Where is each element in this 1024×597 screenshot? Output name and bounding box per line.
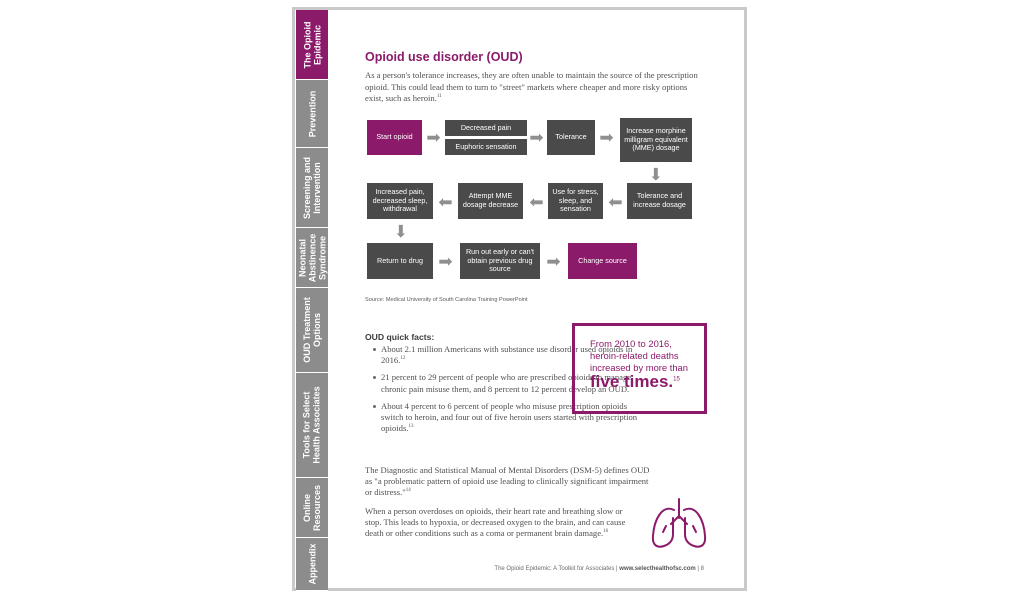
tab-neonatal-abstinence[interactable] [296,228,328,288]
arrow-right-icon: ➡ [426,128,441,147]
arrow-right-icon: ➡ [599,128,614,147]
tab-appendix[interactable] [296,538,328,591]
flow-tolerance-increase: Tolerance and increase dosage [627,183,692,219]
arrow-down-icon: ➡ [646,166,666,182]
tab-oud-treatment[interactable] [296,288,328,373]
list-item: About 4 percent to 6 percent of people who misuse prescription opioids switch to heroin, and four out of five heroin users started with prescription opioids.$^{13}$ [373,401,643,435]
list-item: 21 percent to 29 percent of people who are prescribed opioids to manage chronic pain misuse them, and 8 percent to 12 percent develop an OUD. [373,372,643,394]
flow-tolerance: Tolerance [547,120,595,155]
flow-decreased-pain: Decreased pain [445,120,527,136]
page-frame [292,7,747,591]
arrow-right-icon: ➡ [546,252,561,271]
list-item: About 2.1 million Americans with substance use disorder used opioids in 2016.12 [373,344,643,366]
lungs-icon [650,496,708,550]
page-footer: The Opioid Epidemic: A Toolkit for Associates | www.selecthealthofsc.com | 8 [494,566,704,572]
footer-url[interactable]: www.selecthealthofsc.com [619,566,696,572]
chart-source: Source: Medical University of South Carolina Training PowerPoint [365,297,528,303]
tab-prevention[interactable] [296,80,328,148]
tab-label: Appendix [307,543,318,585]
tab-label: Online Resources [302,484,322,531]
callout-emphasis: five times.$^{15}$ [590,372,680,392]
dsm-paragraph: The Diagnostic and Statistical Manual of Mental Disorders (DSM-5) defines OUD as "a problematic pattern of opioid use leading to clinically significant impairment or distress."$^{14}$ [365,465,650,498]
tab-label: Prevention [307,90,318,137]
flow-change-source: Change source [568,243,637,279]
tab-label: The Opioid Epidemic [302,21,322,68]
arrow-left-icon: ➡ [608,193,623,212]
page-title: Opioid use disorder (OUD) [365,50,523,64]
tab-online-resources[interactable] [296,478,328,538]
arrow-down-icon: ➡ [391,223,411,239]
flow-start-opioid: Start opioid [367,120,422,155]
callout-line: heroin-related deaths [590,349,679,361]
intro-paragraph: As a person's tolerance increases, they are often unable to maintain the source of the prescription opioid. This could lead them to turn to "street" markets where cheaper and more risky options exist, such as heroin.$^{11}$ [365,70,698,103]
flow-increased-pain: Increased pain, decreased sleep, withdrawal [367,183,433,219]
tab-label: Tools for Select Health Associates [302,386,323,464]
page-number: 8 [700,566,704,572]
tab-opioid-epidemic[interactable] [296,10,328,80]
flow-return-to-drug: Return to drug [367,243,433,279]
statistic-callout [572,323,707,414]
overdose-paragraph: When a person overdoses on opioids, their heart rate and breathing slow or stop. This leads to hypoxia, or decreased oxygen to the brain, and can cause death or other conditions such as a coma or permanent brain damage.$^{16}$ [365,506,626,539]
arrow-right-icon: ➡ [529,128,544,147]
section-tabs [295,10,329,588]
tab-label: OUD Treatment Options [302,297,323,363]
facts-heading: OUD quick facts: [365,332,435,342]
flow-use-for-stress: Use for stress, sleep, and sensation [548,183,603,219]
flow-attempt-mme-decrease: Attempt MME dosage decrease [458,183,523,219]
footer-toolkit: The Opioid Epidemic: A Toolkit for Associates [494,566,615,572]
tab-label: Screening and Intervention [302,156,323,219]
flow-increase-mme: Increase morphine milligram equivalent (MME) dosage [620,118,692,162]
tab-tools-associates[interactable] [296,373,328,478]
arrow-left-icon: ➡ [438,193,453,212]
arrow-right-icon: ➡ [438,252,453,271]
flow-run-out-early: Run out early or can't obtain previous drug source [460,243,540,279]
callout-line: increased by more than [590,361,688,373]
page-content [365,10,744,588]
arrow-left-icon: ➡ [529,193,544,212]
tab-label: Neonatal Abstinence Syndrome [297,233,328,282]
flow-euphoric-sensation: Euphoric sensation [445,139,527,155]
tab-screening-intervention[interactable] [296,148,328,228]
callout-line: From 2010 to 2016, [590,338,672,349]
